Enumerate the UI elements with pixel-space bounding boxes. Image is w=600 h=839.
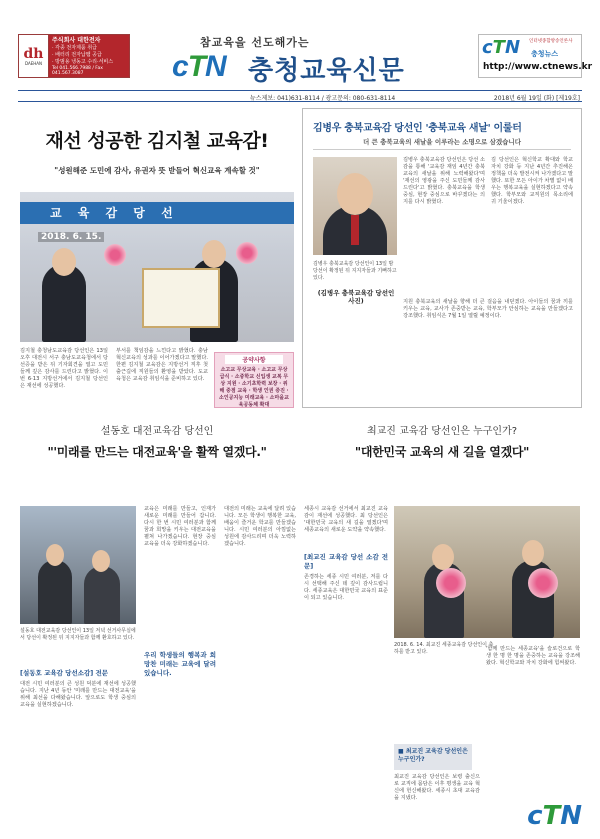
person-body bbox=[84, 566, 120, 624]
person-body bbox=[38, 560, 72, 624]
advertisement-phone: Tel 041.566.7988 / Fax 041.567.3087 bbox=[52, 66, 103, 76]
pledge-list: 소고교 무상교육 · 소고교 무상급식 · 소중학교 신입생 교복 무상 지원 · 소기초학력 보장 · 위해 중점 교육 · 학생 인권 증진 · 소인공지능 미래교육 · 소마을교육공동체 확대 bbox=[219, 367, 289, 408]
article-choi-gyojin[interactable] bbox=[302, 410, 582, 830]
photo-date: 2018. 6. 15. bbox=[38, 232, 104, 242]
article-headline[interactable]: 김병우 충북교육감 당선인 '충북교육 새날' 이룰터 bbox=[313, 123, 522, 134]
advertisement-title: 주식회사 대한전자 bbox=[52, 37, 101, 44]
article-column: 지원 충북교육의 새날을 향해 더 큰 걸음을 내딛겠다. 아이들의 꿈과 끼를 키우는 교육, 교사가 존중받는 교육, 학부모가 안심하는 교육을 만들겠다고 강조했다. 취임식은 7월 1일 열릴 예정이다. bbox=[403, 299, 573, 319]
section-heading: [최교진 교육감 당선 소감 전문] bbox=[304, 553, 388, 570]
ctnews-logo-c: c bbox=[482, 37, 493, 58]
article-photo[interactable] bbox=[20, 192, 294, 342]
ctn-logo-n: N bbox=[205, 50, 226, 83]
section-heading: [설동호 교육감 당선소감] 전문 bbox=[20, 669, 109, 677]
ctnews-logo-n: N bbox=[504, 37, 521, 58]
newspaper-name[interactable]: 충청교육신문 bbox=[248, 56, 405, 86]
pull-quote: 우리 학생들의 행복과 희망찬 미래는 교육에 달려 있습니다. bbox=[144, 651, 216, 677]
article-column: 김병우 충북교육감 당선인은 당선 소감을 통해 '교육감 재임 4년간 충북교육의 새날을 위해 노력해왔다'며 '재선의 영광을 주신 도민들께 감사드린다'고 밝혔다. 충북교육을 학생 중심, 현장 중심으로 바꾸겠다는 의지를 다시 밝혔다. bbox=[403, 157, 485, 205]
ctnews-url-link[interactable]: http://www.ctnews.kr bbox=[483, 62, 593, 72]
daehan-logo-mark: dh bbox=[23, 45, 44, 62]
person-face bbox=[46, 544, 64, 566]
ctnews-tagline: 인터넷종합방송언론사 bbox=[529, 39, 573, 44]
photo-label: (김병우 충북교육감 당선인 사진) bbox=[317, 289, 395, 305]
daehan-logo bbox=[19, 35, 49, 77]
advertisement-line: · 각종 전자제품 취급 bbox=[52, 45, 97, 51]
article-photo[interactable] bbox=[20, 506, 136, 624]
necktie bbox=[351, 215, 359, 245]
article-seol-dongho[interactable] bbox=[18, 410, 296, 830]
ctnews-logo-t: T bbox=[492, 37, 505, 58]
article-headline[interactable]: "'미래를 만드는 대전교육'을 활짝 열겠다." bbox=[47, 445, 267, 459]
person-face bbox=[522, 540, 544, 566]
article-column: 세종시 교육감 선거에서 최교진 교육감이 재선에 성공했다. 최 당선인은 '대한민국 교육의 새 길을 열겠다'며 세종교육의 새로운 도약을 약속했다. bbox=[304, 506, 388, 533]
article-column: 최교진 교육감 당선인은 보령 출신으로 교직에 몸담은 이후 평생을 교육 혁신에 헌신해왔다. 세종시 초대 교육감을 지냈다. bbox=[394, 774, 480, 801]
photo-banner: 교 육 감 당 선 bbox=[20, 202, 294, 224]
daehan-logo-text: DAEHAN bbox=[24, 60, 42, 66]
face-right bbox=[202, 240, 226, 268]
person-face bbox=[432, 544, 454, 570]
article-photo[interactable] bbox=[394, 506, 580, 638]
flower-decoration bbox=[236, 242, 258, 264]
article-column: 김지철 충청남도교육감 당선인은 13일 오후 대전시 서구 충남도교육청에서 당선증을 받은 뒤 기자회견을 열고 도민들께 깊은 감사를 드린다고 밝혔다. 이번 6·13 지방선거에서 김지철 당선인은 재선에 성공했다. bbox=[20, 348, 108, 389]
face-left bbox=[52, 248, 76, 276]
footer-ctn-logo bbox=[527, 801, 582, 831]
footer-logo-t: T bbox=[542, 801, 561, 831]
ctnews-logo bbox=[482, 37, 520, 58]
ctn-logo[interactable] bbox=[172, 50, 226, 84]
newspaper-slogan: 참교육을 선도해가는 bbox=[200, 36, 310, 49]
article-subhead: 더 큰 충북교육의 새날을 이루라는 소명으로 삼겠습니다 bbox=[363, 138, 521, 146]
article-kim-byeongwoo[interactable] bbox=[302, 108, 582, 408]
photo-caption: 설동호 대전교육감 당선인이 13일 저녁 선거사무실에서 당선이 확정된 뒤 지지자들과 함께 환호하고 있다. bbox=[20, 628, 136, 641]
flower-bouquet bbox=[528, 568, 558, 598]
article-column: 부서를 책임감을 느낀다고 밝혔다. 충남 혁신교육의 성과를 이어가겠다고 말했다. 한편 김지철 교육감은 지방선거 직후 첫 출근길에 직원들의 환영을 받았다. 도교육청은 교육감 취임식을 준비하고 있다. bbox=[116, 348, 208, 382]
article-column: 교육은 미래를 만들고, 인재가 새로운 미래를 만들어 갑니다. 다시 한 번 시민 여러분과 함께 꿈과 희망을 키우는 대전교육을 펼쳐 나가겠습니다. 현장 중심 교육을 더욱 강화하겠습니다. bbox=[144, 506, 216, 547]
profile-box-title: ■ 최교진 교육감 당선인은 누구인가? bbox=[398, 748, 468, 763]
article-column: 김 당선인은 혁신학교 확대와 학교 자치 강화 등 지난 4년간 추진해온 정책을 더욱 발전시켜 나가겠다고 말했다. 또한 모든 아이가 차별 없이 배우는 행복교육을 실현하겠다고 약속했다. 학부모와 교직원의 목소리에 귀 기울이겠다. bbox=[491, 157, 573, 205]
article-column: '함께 만드는 세종교육'을 슬로건으로 학생 한 명 한 명을 존중하는 교육을 강조해왔다. 혁신학교와 자치 강화에 힘써왔다. bbox=[486, 646, 580, 666]
advertisement-ctnews[interactable] bbox=[478, 34, 593, 78]
certificate bbox=[142, 268, 220, 328]
ctnews-brand: 충청뉴스 bbox=[531, 50, 559, 58]
article-subhead: 설동호 대전교육감 당선인 bbox=[100, 426, 214, 437]
article-text: 존경하는 세종 시민 여러분, 저를 다시 선택해 주신 데 깊이 감사드립니다. 세종교육은 대한민국 교육의 표준이 되고 있습니다. bbox=[304, 574, 388, 601]
flower-bouquet bbox=[436, 568, 466, 598]
advertisement-line: · 방범용 냉동고 수리·서비스 bbox=[52, 59, 114, 65]
profile-box-heading bbox=[394, 744, 472, 770]
photo-caption: 2018. 6. 14. 최교진 세종교육감 당선인이 축하를 받고 있다. bbox=[394, 642, 494, 655]
article-column: 대전의 미래는 교육에 달려 있습니다. 모든 학생이 행복한 교육, 배움이 즐거운 학교를 만들겠습니다. 시민 여러분의 아낌없는 성원에 감사드리며 더욱 노력하겠습니다. bbox=[224, 506, 296, 547]
advertisement-line: · 배터리 전자납땜 공급 bbox=[52, 52, 102, 58]
article-subhead: "성원해준 도민에 감사, 유권자 뜻 받들어 혁신교육 계속할 것" bbox=[54, 166, 260, 175]
footer-logo-c: c bbox=[527, 801, 543, 831]
photo-caption: 김병우 충북교육감 당선인이 13일 밤 당선이 확정된 뒤 지지자들과 기뻐하고 있다. bbox=[313, 261, 397, 281]
article-photo[interactable] bbox=[313, 157, 397, 255]
contact-info: 뉴스제보: 041)631-8114 / 광고문의: 080-631-8114 bbox=[250, 95, 396, 102]
article-column bbox=[20, 666, 136, 709]
footer-logo-n: N bbox=[560, 801, 582, 831]
flower-decoration bbox=[104, 244, 126, 266]
issue-date: 2018년 6월 19일 (화) [제19호] bbox=[493, 95, 580, 102]
advertisement-daehan[interactable] bbox=[18, 34, 130, 78]
ctn-logo-t: T bbox=[187, 50, 206, 83]
article-column bbox=[144, 648, 216, 681]
pledge-box bbox=[214, 352, 294, 408]
article-subhead: 최교진 교육감 당선인은 누구인가? bbox=[366, 426, 518, 437]
info-bar bbox=[18, 90, 582, 102]
advertisement-body bbox=[49, 35, 129, 77]
article-headline[interactable]: 재선 성공한 김지철 교육감! bbox=[45, 130, 269, 152]
person-face bbox=[337, 173, 373, 215]
article-column bbox=[304, 550, 388, 602]
person-face bbox=[92, 550, 110, 572]
masthead bbox=[0, 0, 600, 102]
article-text: 대전 시민 여러분의 큰 성원 덕분에 재선에 성공했습니다. 지난 4년 동안 '미래를 만드는 대전교육'을 위해 최선을 다해왔습니다. 앞으로도 학생 중심의 교육을 실현하겠습니다. bbox=[20, 681, 136, 708]
article-kim-jicheol[interactable] bbox=[18, 108, 296, 408]
article-headline[interactable]: "대한민국 교육의 새 길을 열겠다" bbox=[354, 445, 530, 459]
pledge-title: 공약사항 bbox=[225, 355, 283, 364]
ctn-logo-c: c bbox=[172, 50, 188, 83]
divider bbox=[313, 149, 571, 150]
